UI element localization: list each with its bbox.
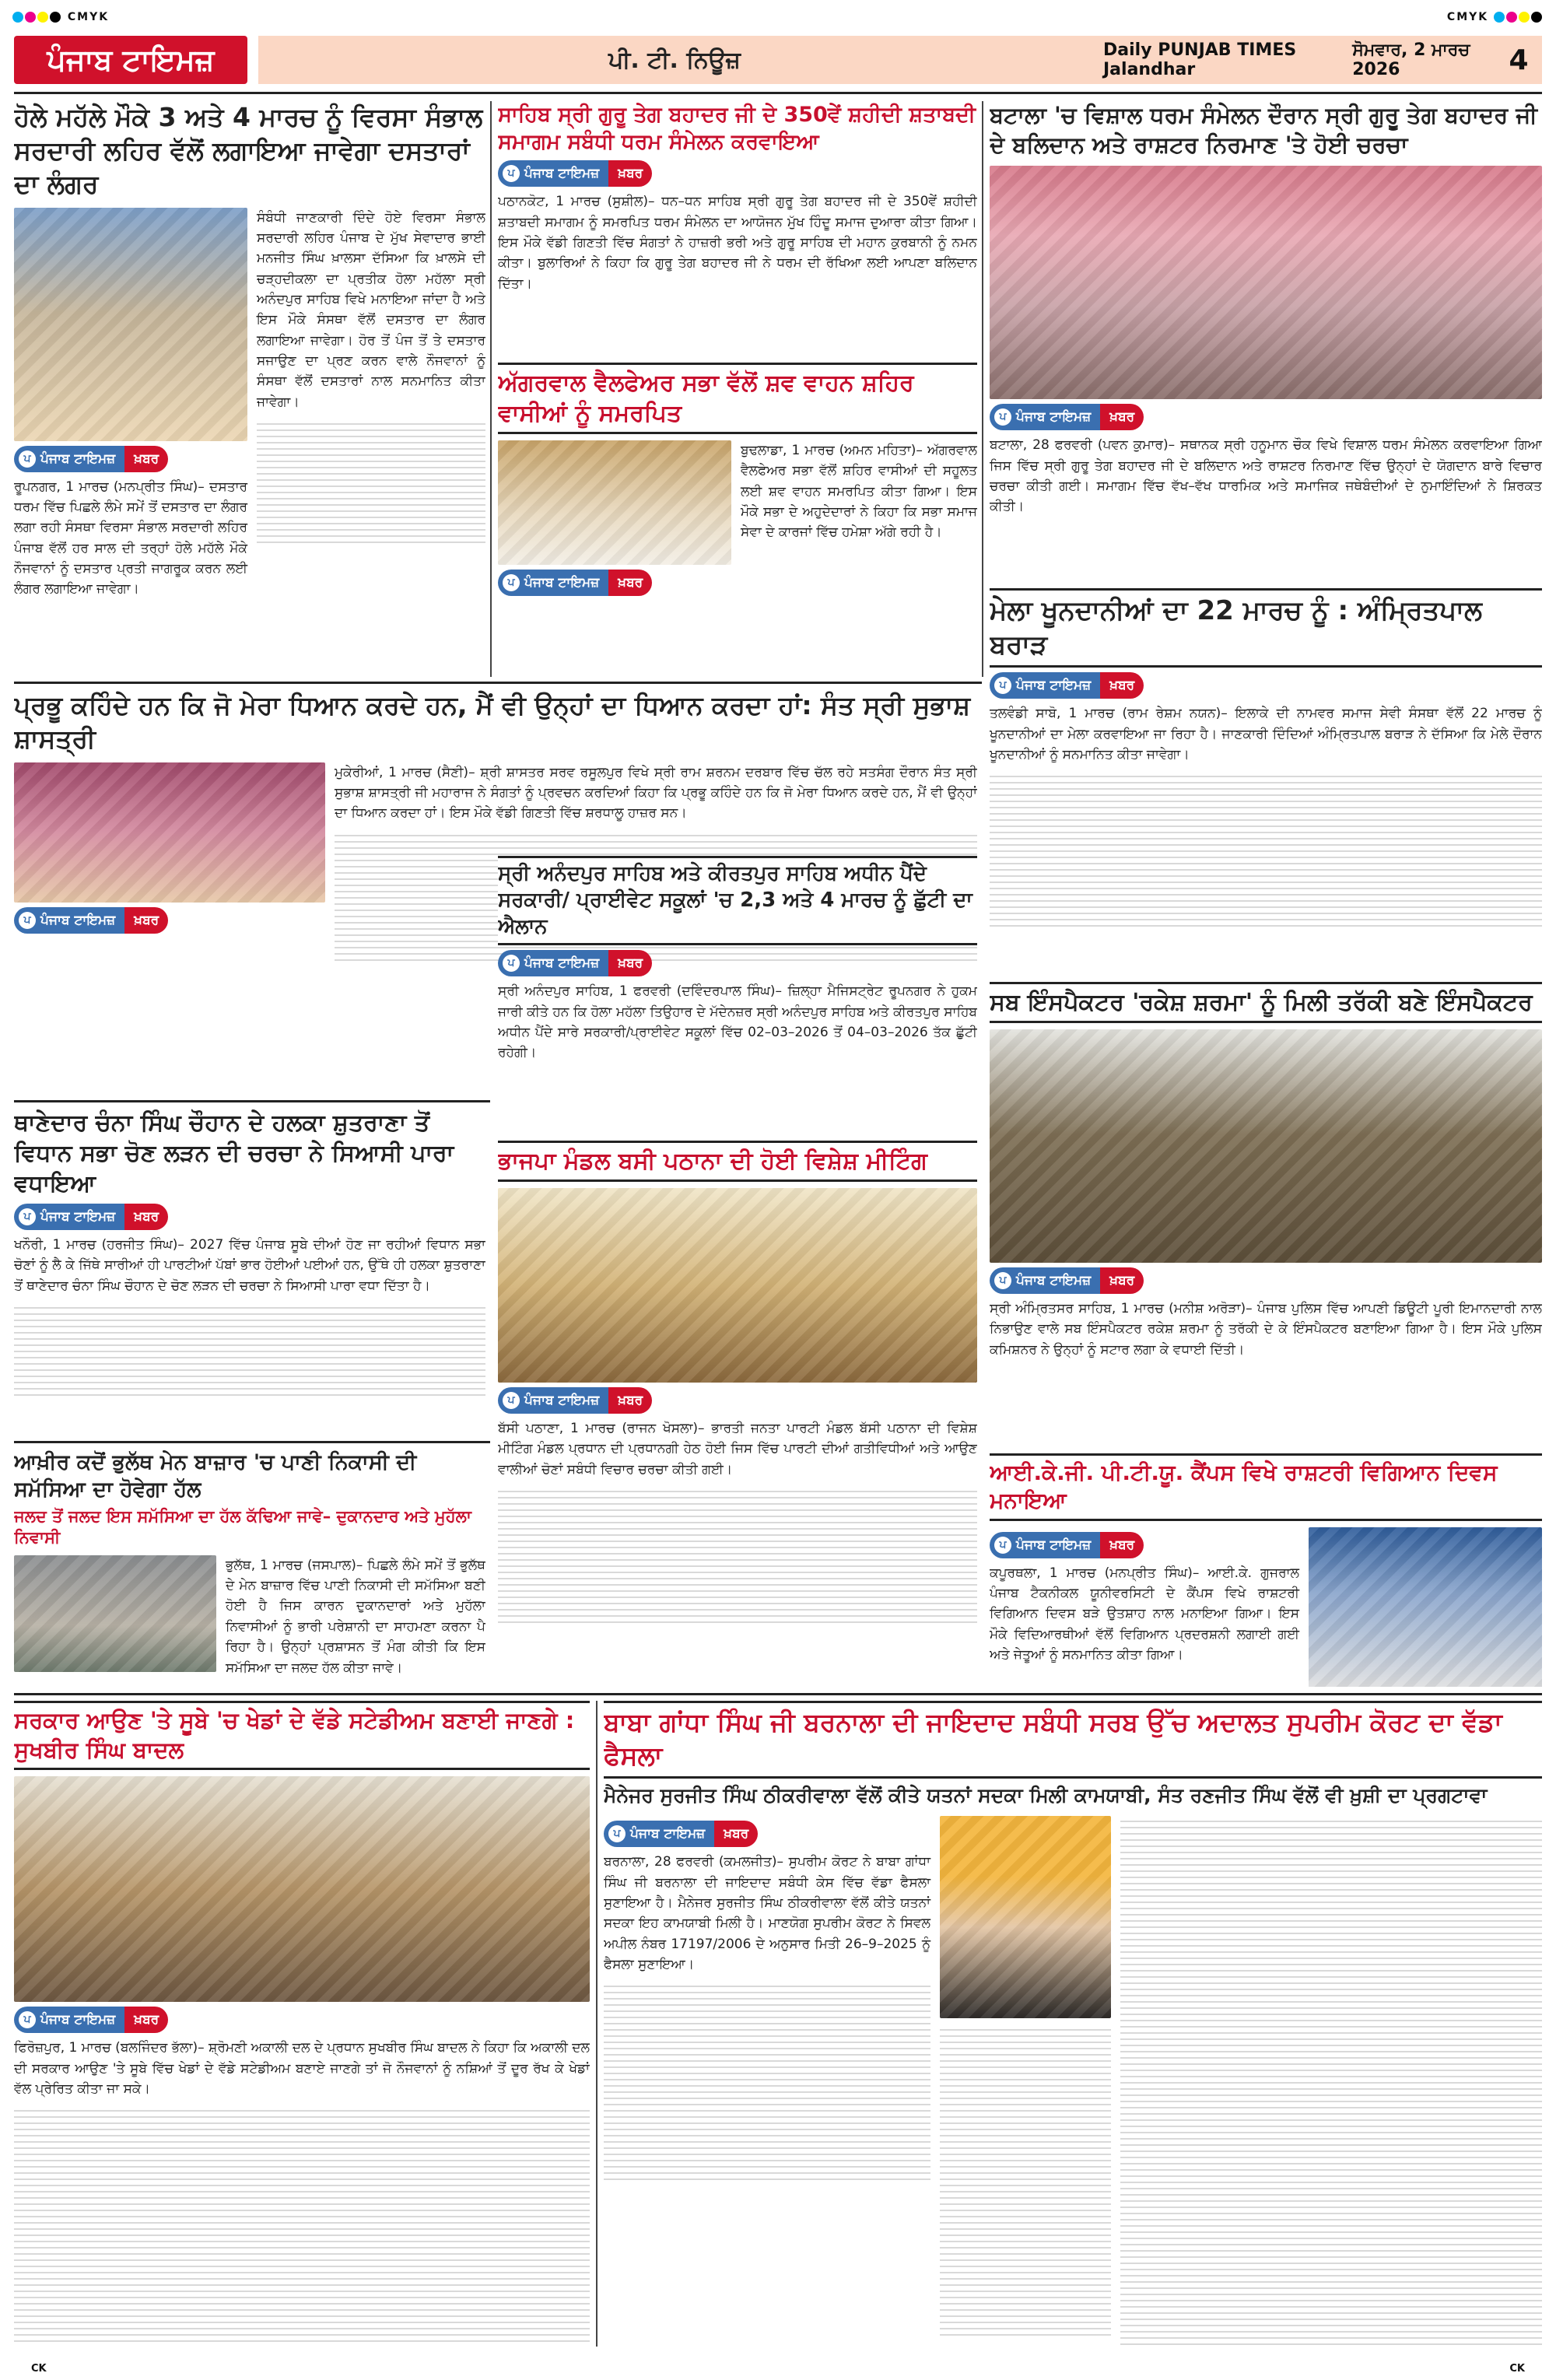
issue-date: ਸੋਮਵਾਰ, 2 ਮਾਰਚ 2026 xyxy=(1352,40,1470,79)
byline: ਪ ਪੰਜਾਬ ਟਾਇਮਜ਼ ਖ਼ਬਰ xyxy=(990,672,1144,699)
article-body: ਕਪੂਰਥਲਾ, 1 ਮਾਰਚ (ਮਨਪ੍ਰੀਤ ਸਿੰਘ)– ਆਈ.ਕੇ. ਗੁਜਰਾਲ ਪੰਜਾਬ ਟੈਕਨੀਕਲ ਯੂਨੀਵਰਸਿਟੀ ਦੇ ਕੈਂਪਸ ਵਿਖੇ ਰਾਸ਼ਟਰੀ ਵਿਗਿਆਨ ਦਿਵਸ ਬੜੇ ਉਤਸ਼ਾਹ ਨਾਲ ਮਨਾਇਆ ਗਿਆ। ਇਸ ਮੌਕੇ ਵਿਦਿਆਰਥੀਆਂ ਵੱਲੋਂ ਵਿਗਿਆਨ ਪ੍ਰਦਰਸ਼ਨੀ ਲਗਾਈ ਗਈ ਅਤੇ ਜੇਤੂਆਂ ਨੂੰ ਸਨਮਾਨਿਤ ਕੀਤਾ ਗਿਆ। xyxy=(990,1565,1299,1663)
page-number: 4 xyxy=(1495,36,1542,84)
section-rule xyxy=(14,1693,1542,1695)
masthead xyxy=(14,36,1542,84)
article-supreme-court-baba-gandha-singh xyxy=(604,1701,1542,2347)
article-shav-vahan xyxy=(498,363,977,677)
photo-dastar-langar xyxy=(14,208,247,441)
text-continuation xyxy=(14,1302,485,1396)
headline: ਅੱਗਰਵਾਲ ਵੈਲਫੇਅਰ ਸਭਾ ਵੱਲੋਂ ਸ਼ਵ ਵਾਹਨ ਸ਼ਹਿਰ ਵਾਸੀਆਂ ਨੂੰ ਸਮਰਪਿਤ xyxy=(498,363,977,434)
photo-sukhbir-badal xyxy=(14,1776,590,2002)
byline: ਪ ਪੰਜਾਬ ਟਾਇਮਜ਼ ਖ਼ਬਰ xyxy=(498,160,652,187)
headline: ਹੋਲੇ ਮਹੱਲੇ ਮੌਕੇ 3 ਅਤੇ 4 ਮਾਰਚ ਨੂੰ ਵਿਰਸਾ ਸੰਭਾਲ ਸਰਦਾਰੀ ਲਹਿਰ ਵੱਲੋਂ ਲਗਾਇਆ ਜਾਵੇਗਾ ਦਸਤਾਰਾਂ ਦਾ ਲੰਗਰ xyxy=(14,102,483,199)
byline: ਪ ਪੰਜਾਬ ਟਾਇਮਜ਼ ਖ਼ਬਰ xyxy=(14,2007,168,2033)
byline: ਪ ਪੰਜਾਬ ਟਾਇਮਜ਼ ਖ਼ਬਰ xyxy=(604,1821,758,1847)
text-continuation xyxy=(14,2105,590,2347)
article-bhulath-drainage xyxy=(14,1449,485,1682)
article-body: ਖਨੌਰੀ, 1 ਮਾਰਚ (ਹਰਜੀਤ ਸਿੰਘ)– 2027 ਵਿੱਚ ਪੰਜਾਬ ਸੂਬੇ ਦੀਆਂ ਹੋਣ ਜਾ ਰਹੀਆਂ ਵਿਧਾਨ ਸਭਾ ਚੋਣਾਂ ਨੂੰ ਲੈ ਕੇ ਜਿੱਥੇ ਸਾਰੀਆਂ ਹੀ ਪਾਰਟੀਆਂ ਪੱਬਾਂ ਭਾਰ ਹੋਈਆਂ ਪਈਆਂ ਹਨ, ਉੱਥੇ ਹੀ ਹਲਕਾ ਸ਼ੁਤਰਾਣਾ ਤੋਂ ਥਾਣੇਦਾਰ ਚੰਨਾ ਸਿੰਘ ਚੌਹਾਨ ਦੇ ਚੋਣ ਲੜਨ ਦੀ ਚਰਚਾ ਨੇ ਸਿਆਸੀ ਪਾਰਾ ਵਧਾ ਦਿੱਤਾ ਹੈ। xyxy=(14,1237,485,1294)
byline: ਪ ਪੰਜਾਬ ਟਾਇਮਜ਼ ਖ਼ਬਰ xyxy=(14,446,168,472)
headline: ਆਈ.ਕੇ.ਜੀ. ਪੀ.ਟੀ.ਯੂ. ਕੈਂਪਸ ਵਿਖੇ ਰਾਸ਼ਟਰੀ ਵਿਗਿਆਨ ਦਿਵਸ ਮਨਾਇਆ xyxy=(990,1453,1542,1521)
masthead-rule xyxy=(14,92,1542,94)
article-body: ਬਰਨਾਲਾ, 28 ਫਰਵਰੀ (ਕਮਲਜੀਤ)– ਸੁਪਰੀਮ ਕੋਰਟ ਨੇ ਬਾਬਾ ਗਾਂਧਾ ਸਿੰਘ ਜੀ ਬਰਨਾਲਾ ਦੀ ਜਾਇਦਾਦ ਸਬੰਧੀ ਕੇਸ ਵਿੱਚ ਵੱਡਾ ਫੈਸਲਾ ਸੁਣਾਇਆ ਹੈ। ਮੈਨੇਜਰ ਸੁਰਜੀਤ ਸਿੰਘ ਠੀਕਰੀਵਾਲਾ ਵੱਲੋਂ ਕੀਤੇ ਯਤਨਾਂ ਸਦਕਾ ਇਹ ਕਾਮਯਾਬੀ ਮਿਲੀ ਹੈ। ਮਾਣਯੋਗ ਸੁਪਰੀਮ ਕੋਰਟ ਨੇ ਸਿਵਲ ਅਪੀਲ ਨੰਬਰ 17197/2006 ਦੇ ਅਨੁਸਾਰ ਮਿਤੀ 26–9–2025 ਨੂੰ ਫੈਸਲਾ ਸੁਣਾਇਆ। xyxy=(604,1854,930,1972)
photo-satsang xyxy=(14,762,325,903)
article-body: ਬੱਸੀ ਪਠਾਣਾ, 1 ਮਾਰਚ (ਰਾਜਨ ਖੋਸਲਾ)– ਭਾਰਤੀ ਜਨਤਾ ਪਾਰਟੀ ਮੰਡਲ ਬੱਸੀ ਪਠਾਨਾ ਦੀ ਵਿਸ਼ੇਸ਼ ਮੀਟਿੰਗ ਮੰਡਲ ਪ੍ਰਧਾਨ ਦੀ ਪ੍ਰਧਾਨਗੀ ਹੇਠ ਹੋਈ ਜਿਸ ਵਿੱਚ ਪਾਰਟੀ ਦੀਆਂ ਗਤੀਵਿਧੀਆਂ ਅਤੇ ਆਉਣ ਵਾਲੀਆਂ ਚੋਣਾਂ ਸਬੰਧੀ ਵਿਚਾਰ ਚਰਚਾ ਕੀਤੀ ਗਈ। xyxy=(498,1421,977,1477)
article-body: ਬਟਾਲਾ, 28 ਫਰਵਰੀ (ਪਵਨ ਕੁਮਾਰ)– ਸਥਾਨਕ ਸ੍ਰੀ ਹਨੂਮਾਨ ਚੌਕ ਵਿਖੇ ਵਿਸ਼ਾਲ ਧਰਮ ਸੰਮੇਲਨ ਕਰਵਾਇਆ ਗਿਆ ਜਿਸ ਵਿੱਚ ਸ੍ਰੀ ਗੁਰੂ ਤੇਗ ਬਹਾਦਰ ਜੀ ਦੇ ਬਲਿਦਾਨ ਅਤੇ ਰਾਸ਼ਟਰ ਨਿਰਮਾਣ ਵਿੱਚ ਉਨ੍ਹਾਂ ਦੇ ਯੋਗਦਾਨ ਬਾਰੇ ਵਿਚਾਰ ਚਰਚਾ ਕੀਤੀ ਗਈ। ਸਮਾਗਮ ਵਿੱਚ ਵੱਖ–ਵੱਖ ਧਾਰਮਿਕ ਅਤੇ ਸਮਾਜਿਕ ਜਥੇਬੰਦੀਆਂ ਦੇ ਨੁਮਾਇੰਦਿਆਂ ਨੇ ਸ਼ਿਰਕਤ ਕੀਤੀ। xyxy=(990,437,1542,515)
article-school-holiday xyxy=(498,856,977,1136)
article-channa-singh-chauhan xyxy=(14,1108,485,1435)
headline: ਆਖ਼ੀਰ ਕਦੋਂ ਭੁਲੱਥ ਮੇਨ ਬਾਜ਼ਾਰ 'ਚ ਪਾਣੀ ਨਿਕਾਸੀ ਦੀ ਸਮੱਸਿਆ ਦਾ ਹੋਵੇਗਾ ਹੱਲ xyxy=(14,1450,417,1502)
article-dastar-langar xyxy=(14,101,485,677)
headline: ਬਟਾਲਾ 'ਚ ਵਿਸ਼ਾਲ ਧਰਮ ਸੰਮੇਲਨ ਦੌਰਾਨ ਸ੍ਰੀ ਗੁਰੂ ਤੇਗ ਬਹਾਦਰ ਜੀ ਦੇ ਬਲਿਦਾਨ ਅਤੇ ਰਾਸ਼ਟਰ ਨਿਰਮਾਣ 'ਤੇ ਹੋਈ ਚਰਚਾ xyxy=(990,102,1537,158)
photo-bhulath-bazaar xyxy=(14,1555,216,1672)
article-rakesh-sharma-promotion xyxy=(990,982,1542,1449)
byline: ਪ ਪੰਜਾਬ ਟਾਇਮਜ਼ ਖ਼ਬਰ xyxy=(990,1267,1144,1294)
headline: ਭਾਜਪਾ ਮੰਡਲ ਬਸੀ ਪਠਾਨਾ ਦੀ ਹੋਈ ਵਿਸ਼ੇਸ਼ ਮੀਟਿੰਗ xyxy=(498,1141,977,1182)
headline: ਬਾਬਾ ਗਾਂਧਾ ਸਿੰਘ ਜੀ ਬਰਨਾਲਾ ਦੀ ਜਾਇਦਾਦ ਸਬੰਧੀ ਸਰਬ ਉੱਚ ਅਦਾਲਤ ਸੁਪਰੀਮ ਕੋਰਟ ਦਾ ਵੱਡਾ ਫੈਸਲਾ xyxy=(604,1701,1542,1779)
paper-name: Daily PUNJAB TIMES Jalandhar xyxy=(1103,40,1297,79)
byline: ਪ ਪੰਜਾਬ ਟਾਇਮਜ਼ ਖ਼ਬਰ xyxy=(990,1532,1144,1558)
text-continuation xyxy=(257,419,485,543)
byline: ਪ ਪੰਜਾਬ ਟਾਇਮਜ਼ ਖ਼ਬਰ xyxy=(498,950,652,976)
text-continuation xyxy=(940,2024,1111,2336)
byline: ਪ ਪੰਜਾਬ ਟਾਇਮਜ਼ ਖ਼ਬਰ xyxy=(498,1387,652,1414)
registration-mark-top-left: CMYK xyxy=(12,11,109,28)
dateline xyxy=(1091,36,1495,84)
headline: ਪ੍ਰਭੂ ਕਹਿੰਦੇ ਹਨ ਕਿ ਜੋ ਮੇਰਾ ਧਿਆਨ ਕਰਦੇ ਹਨ, ਮੈਂ ਵੀ ਉਨ੍ਹਾਂ ਦਾ ਧਿਆਨ ਕਰਦਾ ਹਾਂ: ਸੰਤ ਸ੍ਰੀ ਸੁਭਾਸ਼ ਸ਼ਾਸਤ੍ਰੀ xyxy=(14,690,971,754)
column-rule xyxy=(982,101,983,677)
text-continuation xyxy=(990,771,1542,927)
text-continuation xyxy=(604,1981,930,2183)
headline: ਸਬ ਇੰਸਪੈਕਟਰ 'ਰਕੇਸ਼ ਸ਼ਰਮਾ' ਨੂੰ ਮਿਲੀ ਤਰੱਕੀ ਬਣੇ ਇੰਸਪੈਕਟਰ xyxy=(990,982,1542,1023)
section-rule xyxy=(14,1100,490,1102)
article-body: ਭੁਲੱਥ, 1 ਮਾਰਚ (ਜਸਪਾਲ)– ਪਿਛਲੇ ਲੰਮੇ ਸਮੇਂ ਤੋਂ ਭੁਲੱਥ ਦੇ ਮੇਨ ਬਾਜ਼ਾਰ ਵਿੱਚ ਪਾਣੀ ਨਿਕਾਸੀ ਦੀ ਸਮੱਸਿਆ ਬਣੀ ਹੋਈ ਹੈ ਜਿਸ ਕਾਰਨ ਦੁਕਾਨਦਾਰਾਂ ਅਤੇ ਮੁਹੱਲਾ ਨਿਵਾਸੀਆਂ ਨੂੰ ਭਾਰੀ ਪਰੇਸ਼ਾਨੀ ਦਾ ਸਾਹਮਣਾ ਕਰਨਾ ਪੈ ਰਿਹਾ ਹੈ। ਉਨ੍ਹਾਂ ਪ੍ਰਸ਼ਾਸਨ ਤੋਂ ਮੰਗ ਕੀਤੀ ਕਿ ਇਸ ਸਮੱਸਿਆ ਦਾ ਜਲਦ ਹੱਲ ਕੀਤਾ ਜਾਵੇ। xyxy=(226,1557,485,1676)
section-rule xyxy=(14,1441,490,1443)
headline: ਸਰਕਾਰ ਆਉਣ 'ਤੇ ਸੂਬੇ 'ਚ ਖੇਡਾਂ ਦੇ ਵੱਡੇ ਸਟੇਡੀਅਮ ਬਣਾਈ ਜਾਣਗੇ : ਸੁਖਬੀਰ ਸਿੰਘ ਬਾਦਲ xyxy=(14,1701,590,1770)
byline: ਪ ਪੰਜਾਬ ਟਾਇਮਜ਼ ਖ਼ਬਰ xyxy=(14,1204,168,1230)
subheadline: ਜਲਦ ਤੋਂ ਜਲਦ ਇਸ ਸਮੱਸਿਆ ਦਾ ਹੱਲ ਕੱਢਿਆ ਜਾਵੇ– ਦੁਕਾਨਦਾਰ ਅਤੇ ਮੁਹੱਲਾ ਨਿਵਾਸੀ xyxy=(14,1507,471,1548)
headline: ਸਾਹਿਬ ਸ੍ਰੀ ਗੁਰੂ ਤੇਗ ਬਹਾਦਰ ਜੀ ਦੇ 350ਵੇਂ ਸ਼ਹੀਦੀ ਸ਼ਤਾਬਦੀ ਸਮਾਗਮ ਸਬੰਧੀ ਧਰਮ ਸੰਮੇਲਨ ਕਰਵਾਇਆ xyxy=(498,103,976,155)
article-dharam-sammelan-pathankot xyxy=(498,101,977,358)
newspaper-logo: ਪੰਜਾਬ ਟਾਇਮਜ਼ xyxy=(14,36,247,84)
article-science-day xyxy=(990,1453,1542,1687)
byline: ਪ ਪੰਜਾਬ ਟਾਇਮਜ਼ ਖ਼ਬਰ xyxy=(498,570,652,596)
subheadline: ਮੈਨੇਜਰ ਸੁਰਜੀਤ ਸਿੰਘ ਠੀਕਰੀਵਾਲਾ ਵੱਲੋਂ ਕੀਤੇ ਯਤਨਾਂ ਸਦਕਾ ਮਿਲੀ ਕਾਮਯਾਬੀ, ਸੰਤ ਰਣਜੀਤ ਸਿੰਘ ਵੱਲੋਂ ਵੀ ਖ਼ੁਸ਼ੀ ਦਾ ਪ੍ਰਗਟਾਵਾ xyxy=(604,1783,1488,1807)
headline: ਥਾਣੇਦਾਰ ਚੰਨਾ ਸਿੰਘ ਚੌਹਾਨ ਦੇ ਹਲਕਾ ਸ਼ੁਤਰਾਣਾ ਤੋਂ ਵਿਧਾਨ ਸਭਾ ਚੋਣ ਲੜਨ ਦੀ ਚਰਚਾ ਨੇ ਸਿਆਸੀ ਪਾਰਾ ਵਧਾਇਆ xyxy=(14,1109,454,1197)
photo-police-promotion xyxy=(990,1029,1542,1263)
article-body: ਸ੍ਰੀ ਅੰਮ੍ਰਿਤਸਰ ਸਾਹਿਬ, 1 ਮਾਰਚ (ਮਨੀਸ਼ ਅਰੋੜਾ)– ਪੰਜਾਬ ਪੁਲਿਸ ਵਿੱਚ ਆਪਣੀ ਡਿਊਟੀ ਪੂਰੀ ਇਮਾਨਦਾਰੀ ਨਾਲ ਨਿਭਾਉਣ ਵਾਲੇ ਸਬ ਇੰਸਪੈਕਟਰ ਰਕੇਸ਼ ਸ਼ਰਮਾ ਨੂੰ ਤਰੱਕੀ ਦੇ ਕੇ ਇੰਸਪੈਕਟਰ ਬਣਾਇਆ ਗਿਆ ਹੈ। ਇਸ ਮੌਕੇ ਪੁਲਿਸ ਕਮਿਸ਼ਨਰ ਨੇ ਉਨ੍ਹਾਂ ਨੂੰ ਸਟਾਰ ਲਗਾ ਕੇ ਵਧਾਈ ਦਿੱਤੀ। xyxy=(990,1301,1542,1358)
article-lead: ਰੂਪਨਗਰ, 1 ਮਾਰਚ (ਮਨਪ੍ਰੀਤ ਸਿੰਘ)– ਦਸਤਾਰ ਧਰਮ ਵਿੱਚ ਪਿਛਲੇ ਲੰਮੇ ਸਮੇਂ ਤੋਂ ਦਸਤਾਰ ਦਾ ਲੰਗਰ ਲਗਾ ਰਹੀ ਸੰਸਥਾ ਵਿਰਸਾ ਸੰਭਾਲ ਸਰਦਾਰੀ ਲਹਿਰ ਪੰਜਾਬ ਵੱਲੋਂ ਹਰ ਸਾਲ ਦੀ ਤਰ੍ਹਾਂ ਹੋਲੇ ਮਹੱਲੇ ਮੌਕੇ ਨੌਜਵਾਨਾਂ ਨੂੰ ਦਸਤਾਰ ਪ੍ਰਤੀ ਜਾਗਰੂਕ ਕਰਨ ਲਈ ਲੰਗਰ ਲਗਾਇਆ ਜਾਵੇਗਾ। xyxy=(14,478,247,598)
photo-shav-vahan xyxy=(498,440,731,565)
registration-mark-bottom-left: CK xyxy=(31,2362,47,2375)
text-continuation xyxy=(498,1486,977,1626)
photo-batala-sammelan xyxy=(990,166,1542,399)
article-body: ਸੰਬੰਧੀ ਜਾਣਕਾਰੀ ਦਿੰਦੇ ਹੋਏ ਵਿਰਸਾ ਸੰਭਾਲ ਸਰਦਾਰੀ ਲਹਿਰ ਪੰਜਾਬ ਦੇ ਮੁੱਖ ਸੇਵਾਦਾਰ ਭਾਈ ਮਨਜੀਤ ਸਿੰਘ ਖ਼ਾਲਸਾ ਦੱਸਿਆ ਕਿ ਖ਼ਾਲਸੇ ਦੀ ਚੜ੍ਹਦੀਕਲਾ ਦਾ ਪ੍ਰਤੀਕ ਹੋਲਾ ਮਹੱਲਾ ਸ੍ਰੀ ਅਨੰਦਪੁਰ ਸਾਹਿਬ ਵਿਖੇ ਮਨਾਇਆ ਜਾਂਦਾ ਹੈ ਅਤੇ ਇਸ ਮੌਕੇ ਸੰਸਥਾ ਵੱਲੋਂ ਦਸਤਾਰ ਦਾ ਲੰਗਰ ਲਗਾਇਆ ਜਾਵੇਗਾ। ਹੋਰ ਤੋਂ ਪੰਜ ਤੋਂ ਤੇ ਦਸਤਾਰ ਸਜਾਉਣ ਦਾ ਪ੍ਰਣ ਕਰਨ ਵਾਲੇ ਨੌਜਵਾਨਾਂ ਨੂੰ ਸੰਸਥਾ ਵੱਲੋਂ ਦਸਤਾਰਾਂ ਨਾਲ ਸਨਮਾਨਿਤ ਕੀਤਾ ਜਾਵੇਗਾ। xyxy=(257,209,485,410)
photo-science-day xyxy=(1309,1527,1542,1687)
registration-mark-bottom-right: CK xyxy=(1509,2362,1525,2375)
byline: ਪ ਪੰਜਾਬ ਟਾਇਮਜ਼ ਖ਼ਬਰ xyxy=(14,907,168,934)
text-continuation xyxy=(1120,1816,1542,2345)
article-body: ਸ੍ਰੀ ਅਨੰਦਪੁਰ ਸਾਹਿਬ, 1 ਫਰਵਰੀ (ਦਵਿੰਦਰਪਾਲ ਸਿੰਘ)– ਜ਼ਿਲ੍ਹਾ ਮੈਜਿਸਟ੍ਰੇਟ ਰੂਪਨਗਰ ਨੇ ਹੁਕਮ ਜਾਰੀ ਕੀਤੇ ਹਨ ਕਿ ਹੋਲਾ ਮਹੱਲਾ ਤਿਉਹਾਰ ਦੇ ਮੱਦੇਨਜ਼ਰ ਸ੍ਰੀ ਅਨੰਦਪੁਰ ਸਾਹਿਬ ਅਤੇ ਕੀਰਤਪੁਰ ਸਾਹਿਬ ਅਧੀਨ ਪੈਂਦੇ ਸਾਰੇ ਸਰਕਾਰੀ/ਪ੍ਰਾਈਵੇਟ ਸਕੂਲਾਂ ਵਿੱਚ 02–03–2026 ਤੋਂ 04–03–2026 ਤੱਕ ਛੁੱਟੀ ਰਹੇਗੀ। xyxy=(498,983,977,1061)
registration-mark-top-right: CMYK xyxy=(1447,11,1544,28)
column-rule xyxy=(596,1701,598,2347)
column-rule xyxy=(490,101,492,677)
article-body: ਤਲਵੰਡੀ ਸਾਬੋ, 1 ਮਾਰਚ (ਰਾਮ ਰੇਸ਼ਮ ਨਯਨ)– ਇਲਾਕੇ ਦੀ ਨਾਮਵਰ ਸਮਾਜ ਸੇਵੀ ਸੰਸਥਾ ਵੱਲੋਂ 22 ਮਾਰਚ ਨੂੰ ਖੂਨਦਾਨੀਆਂ ਦਾ ਮੇਲਾ ਕਰਵਾਇਆ ਜਾ ਰਿਹਾ ਹੈ। ਜਾਣਕਾਰੀ ਦਿੰਦਿਆਂ ਅੰਮ੍ਰਿਤਪਾਲ ਬਰਾੜ ਨੇ ਦੱਸਿਆ ਕਿ ਮੇਲੇ ਦੌਰਾਨ ਖੂਨਦਾਨੀਆਂ ਨੂੰ ਸਨਮਾਨਿਤ ਕੀਤਾ ਜਾਵੇਗਾ। xyxy=(990,706,1542,763)
footer-registration xyxy=(0,2357,1556,2380)
headline: ਮੇਲਾ ਖੂਨਦਾਨੀਆਂ ਦਾ 22 ਮਾਰਚ ਨੂੰ : ਅੰਮ੍ਰਿਤਪਾਲ ਬਰਾੜ xyxy=(990,588,1542,668)
article-body: ਪਠਾਨਕੋਟ, 1 ਮਾਰਚ (ਸੁਸ਼ੀਲ)– ਧਨ–ਧਨ ਸਾਹਿਬ ਸ੍ਰੀ ਗੁਰੂ ਤੇਗ ਬਹਾਦਰ ਜੀ ਦੇ 350ਵੇਂ ਸ਼ਹੀਦੀ ਸ਼ਤਾਬਦੀ ਸਮਾਗਮ ਨੂੰ ਸਮਰਪਿਤ ਧਰਮ ਸੰਮੇਲਨ ਦਾ ਆਯੋਜਨ ਮੁੱਖ ਹਿੰਦੂ ਸਮਾਜ ਦੁਆਰਾ ਕੀਤਾ ਗਿਆ। ਇਸ ਮੌਕੇ ਵੱਡੀ ਗਿਣਤੀ ਵਿੱਚ ਸੰਗਤਾਂ ਨੇ ਹਾਜ਼ਰੀ ਭਰੀ ਅਤੇ ਗੁਰੂ ਸਾਹਿਬ ਦੀ ਮਹਾਨ ਕੁਰਬਾਨੀ ਨੂੰ ਨਮਨ ਕੀਤਾ। ਬੁਲਾਰਿਆਂ ਨੇ ਕਿਹਾ ਕਿ ਗੁਰੂ ਤੇਗ ਬਹਾਦਰ ਜੀ ਨੇ ਧਰਮ ਦੀ ਰੱਖਿਆ ਲਈ ਆਪਣਾ ਬਲਿਦਾਨ ਦਿੱਤਾ। xyxy=(498,194,977,292)
headline: ਸ੍ਰੀ ਅਨੰਦਪੁਰ ਸਾਹਿਬ ਅਤੇ ਕੀਰਤਪੁਰ ਸਾਹਿਬ ਅਧੀਨ ਪੈਂਦੇ ਸਰਕਾਰੀ/ ਪ੍ਰਾਈਵੇਟ ਸਕੂਲਾਂ 'ਚ 2,3 ਅਤੇ 4 ਮਾਰਚ ਨੂੰ ਛੁੱਟੀ ਦਾ ਐਲਾਨ xyxy=(498,856,977,945)
article-batala-dharam-sammelan xyxy=(990,101,1542,584)
article-body: ਮੁਕੇਰੀਆਂ, 1 ਮਾਰਚ (ਸੈਣੀ)– ਸ਼੍ਰੀ ਸ਼ਾਸਤਰ ਸਰਵ ਰਸੂਲਪੁਰ ਵਿਖੇ ਸ੍ਰੀ ਰਾਮ ਸ਼ਰਨਮ ਦਰਬਾਰ ਵਿੱਚ ਚੱਲ ਰਹੇ ਸਤਸੰਗ ਦੌਰਾਨ ਸੰਤ ਸ੍ਰੀ ਸੁਭਾਸ਼ ਸ਼ਾਸਤ੍ਰੀ ਜੀ ਮਹਾਰਾਜ ਨੇ ਸੰਗਤਾਂ ਨੂੰ ਪ੍ਰਵਚਨ ਕਰਦਿਆਂ ਕਿਹਾ ਕਿ ਪ੍ਰਭੂ ਕਹਿੰਦੇ ਹਨ ਕਿ ਜੋ ਮੇਰਾ ਧਿਆਨ ਕਰਦੇ ਹਨ, ਮੈਂ ਵੀ ਉਨ੍ਹਾਂ ਦਾ ਧਿਆਨ ਕਰਦਾ ਹਾਂ। ਇਸ ਮੌਕੇ ਵੱਡੀ ਗਿਣਤੀ ਵਿੱਚ ਸ਼ਰਧਾਲੂ ਹਾਜ਼ਰ ਸਨ। xyxy=(335,764,977,822)
section-rule xyxy=(14,682,982,684)
section-title: ਪੀ. ਟੀ. ਨਿਊਜ਼ xyxy=(258,36,1091,84)
article-sukhbir-badal-stadiums xyxy=(14,1701,590,2347)
article-body: ਫਿਰੋਜ਼ਪੁਰ, 1 ਮਾਰਚ (ਬਲਜਿੰਦਰ ਭੱਲਾ)– ਸ਼੍ਰੋਮਣੀ ਅਕਾਲੀ ਦਲ ਦੇ ਪ੍ਰਧਾਨ ਸੁਖਬੀਰ ਸਿੰਘ ਬਾਦਲ ਨੇ ਕਿਹਾ ਕਿ ਅਕਾਲੀ ਦਲ ਦੀ ਸਰਕਾਰ ਆਉਣ 'ਤੇ ਸੂਬੇ ਵਿੱਚ ਖੇਡਾਂ ਦੇ ਵੱਡੇ ਸਟੇਡੀਅਮ ਬਣਾਏ ਜਾਣਗੇ ਤਾਂ ਜੋ ਨੌਜਵਾਨਾਂ ਨੂੰ ਨਸ਼ਿਆਂ ਤੋਂ ਦੂਰ ਰੱਖ ਕੇ ਖੇਡਾਂ ਵੱਲ ਪ੍ਰੇਰਿਤ ਕੀਤਾ ਜਾ ਸਕੇ। xyxy=(14,2040,590,2098)
photo-surjit-singh xyxy=(940,1816,1111,2018)
byline: ਪ ਪੰਜਾਬ ਟਾਇਮਜ਼ ਖ਼ਬਰ xyxy=(990,404,1144,430)
article-mela-khoondaniyan xyxy=(990,588,1542,977)
article-body: ਬੁਢਲਾਡਾ, 1 ਮਾਰਚ (ਅਮਨ ਮਹਿਤਾ)– ਅੱਗਰਵਾਲ ਵੈਲਫੇਅਰ ਸਭਾ ਵੱਲੋਂ ਸ਼ਹਿਰ ਵਾਸੀਆਂ ਦੀ ਸਹੂਲਤ ਲਈ ਸ਼ਵ ਵਾਹਨ ਸਮਰਪਿਤ ਕੀਤਾ ਗਿਆ। ਇਸ ਮੌਕੇ ਸਭਾ ਦੇ ਅਹੁਦੇਦਾਰਾਂ ਨੇ ਕਿਹਾ ਕਿ ਸਭਾ ਸਮਾਜ ਸੇਵਾ ਦੇ ਕਾਰਜਾਂ ਵਿੱਚ ਹਮੇਸ਼ਾ ਅੱਗੇ ਰਹੀ ਹੈ। xyxy=(741,443,977,541)
article-bjp-bassi-pathana xyxy=(498,1141,977,1685)
photo-bjp-meeting xyxy=(498,1188,977,1383)
